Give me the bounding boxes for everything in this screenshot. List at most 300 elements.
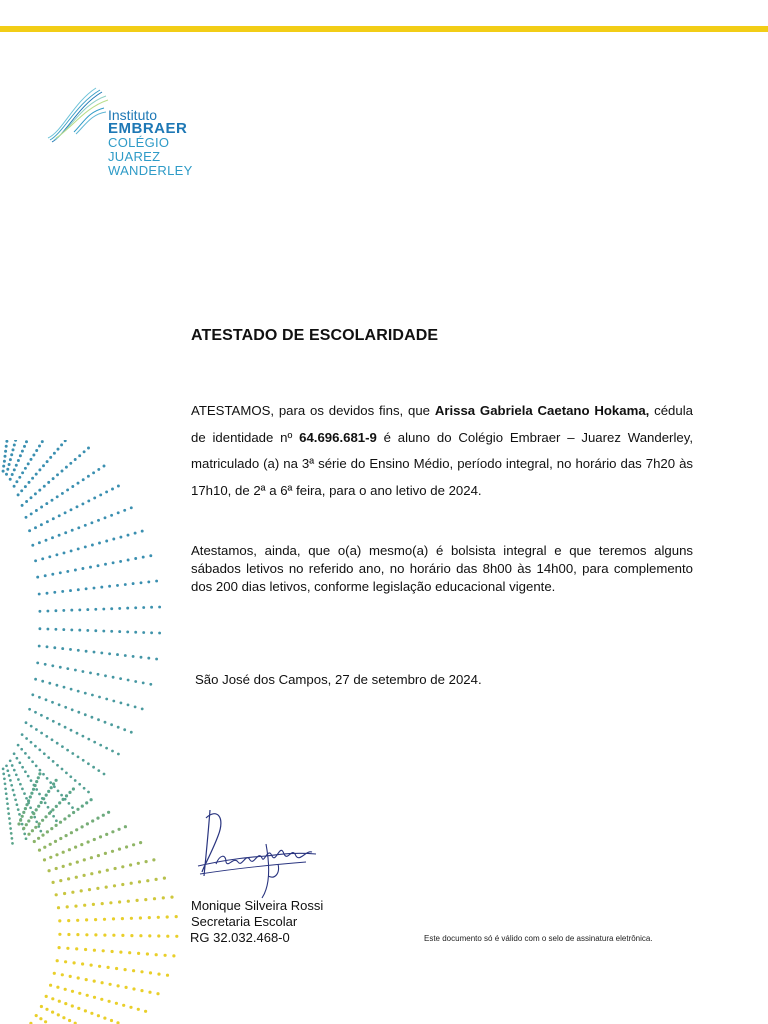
pattern-dot [8, 774, 11, 777]
pattern-dot [148, 916, 151, 919]
pattern-dot [113, 884, 116, 887]
pattern-dot [4, 782, 7, 785]
pattern-dot [121, 865, 124, 868]
pattern-dot [81, 502, 84, 505]
pattern-dot [119, 560, 122, 563]
pattern-dot [105, 747, 108, 750]
pattern-dot [47, 481, 50, 484]
pattern-dot [108, 652, 111, 655]
pattern-dot [94, 608, 97, 611]
pattern-dot [55, 805, 58, 808]
pattern-dot [81, 962, 84, 965]
pattern-dot [112, 934, 115, 937]
pattern-dot [139, 934, 142, 937]
pattern-dot [91, 819, 94, 822]
pattern-dot [76, 919, 79, 922]
pattern-dot [2, 470, 5, 473]
pattern-dot [46, 592, 49, 595]
p1-intro: ATESTAMOS, para os devidos fins, que [191, 403, 435, 418]
pattern-dot [84, 713, 87, 716]
pattern-dot [120, 702, 123, 705]
pattern-dot [35, 473, 38, 476]
pattern-dot [14, 798, 17, 801]
pattern-dot [41, 440, 44, 443]
pattern-dot [93, 587, 96, 590]
pattern-dot [9, 822, 12, 825]
pattern-dot [88, 888, 91, 891]
pattern-dot [17, 808, 20, 811]
pattern-dot [6, 468, 9, 471]
pattern-dot [25, 516, 28, 519]
pattern-dot [149, 971, 152, 974]
pattern-dot [51, 573, 54, 576]
pattern-dot [98, 542, 101, 545]
pattern-dot [24, 807, 27, 810]
pattern-dot [68, 802, 71, 805]
pattern-dot [11, 473, 14, 476]
pattern-dot [137, 952, 140, 955]
pattern-dot [127, 559, 130, 562]
pattern-dot [56, 986, 59, 989]
pattern-dot [103, 934, 106, 937]
pattern-dot [83, 904, 86, 907]
pattern-dot [30, 792, 33, 795]
pattern-dot [97, 519, 100, 522]
pattern-dot [46, 460, 49, 463]
pattern-dot [76, 933, 79, 936]
pattern-dot [53, 591, 56, 594]
pattern-dot [68, 1019, 71, 1022]
pattern-dot [13, 752, 16, 755]
signer-block [191, 898, 323, 946]
pattern-dot [22, 827, 25, 830]
pattern-dot [175, 935, 178, 938]
pattern-dot [53, 452, 56, 455]
pattern-dot [108, 585, 111, 588]
pattern-dot [97, 854, 100, 857]
pattern-dot [30, 458, 33, 461]
pattern-dot [59, 571, 62, 574]
pattern-dot [34, 745, 37, 748]
pattern-dot [130, 934, 133, 937]
pattern-dot [90, 521, 93, 524]
pattern-dot [56, 684, 59, 687]
pattern-dot [118, 607, 121, 610]
pattern-dot [23, 445, 26, 448]
pattern-dot [142, 606, 145, 609]
pattern-dot [43, 858, 46, 861]
pattern-dot [81, 805, 84, 808]
pattern-dot [38, 822, 41, 825]
pattern-dot [61, 647, 64, 650]
pattern-dot [61, 492, 64, 495]
pattern-dot [74, 458, 77, 461]
pattern-dot [72, 811, 75, 814]
pattern-dot [6, 802, 9, 805]
pattern-dot [91, 716, 94, 719]
pattern-dot [18, 476, 21, 479]
pattern-dot [52, 517, 55, 520]
pattern-dot [56, 764, 59, 767]
pattern-dot [104, 721, 107, 724]
pattern-dot [146, 879, 149, 882]
pattern-dot [45, 502, 48, 505]
pattern-dot [30, 741, 33, 744]
pattern-dot [35, 728, 38, 731]
pattern-dot [55, 819, 58, 822]
pattern-dot [90, 964, 93, 967]
pattern-dot [67, 877, 70, 880]
pattern-dot [124, 654, 127, 657]
pattern-dot [13, 794, 16, 797]
pattern-dot [119, 536, 122, 539]
pattern-dot [38, 610, 41, 613]
pattern-dot [130, 917, 133, 920]
pattern-dot [80, 843, 83, 846]
pattern-dot [24, 770, 27, 773]
pattern-dot [127, 534, 130, 537]
pattern-dot [56, 959, 59, 962]
pattern-dot [111, 488, 114, 491]
pattern-dot [35, 449, 38, 452]
pattern-dot [166, 935, 169, 938]
pattern-dot [70, 508, 73, 511]
pattern-dot [58, 919, 61, 922]
pattern-dot [125, 845, 128, 848]
pattern-dot [35, 788, 38, 791]
pattern-dot [55, 867, 58, 870]
pattern-dot [104, 563, 107, 566]
pattern-dot [110, 1019, 113, 1022]
pattern-dot [69, 648, 72, 651]
pattern-dot [73, 961, 76, 964]
pattern-dot [18, 813, 21, 816]
pattern-dot [142, 556, 145, 559]
pattern-dot [64, 960, 67, 963]
pattern-dot [70, 831, 73, 834]
pattern-dot [38, 645, 41, 648]
pattern-dot [104, 674, 107, 677]
pattern-dot [38, 696, 41, 699]
pattern-dot [12, 448, 15, 451]
pattern-dot [21, 788, 24, 791]
pattern-dot [58, 933, 61, 936]
pattern-dot [77, 588, 80, 591]
pattern-dot [90, 856, 93, 859]
pattern-dot [41, 680, 44, 683]
pattern-dot [67, 933, 70, 936]
pattern-dot [139, 841, 142, 844]
pattern-dot [30, 725, 33, 728]
pattern-dot [164, 954, 167, 957]
pattern-dot [90, 1012, 93, 1015]
pattern-dot [99, 835, 102, 838]
pattern-dot [91, 544, 94, 547]
pattern-dot [97, 673, 100, 676]
pattern-dot [43, 846, 46, 849]
pattern-dot [27, 819, 30, 822]
pattern-dot [81, 567, 84, 570]
pattern-dot [40, 506, 43, 509]
pattern-dot [77, 690, 80, 693]
pattern-dot [40, 714, 43, 717]
pattern-dot [76, 861, 79, 864]
pattern-dot [129, 863, 132, 866]
pattern-dot [134, 557, 137, 560]
pattern-dot [4, 455, 7, 458]
pattern-dot [17, 459, 20, 462]
pattern-dot [62, 628, 65, 631]
pattern-dot [61, 973, 64, 976]
pattern-dot [45, 995, 48, 998]
pattern-dot [64, 440, 67, 442]
pattern-dot [82, 759, 85, 762]
pattern-dot [118, 848, 121, 851]
pattern-dot [157, 916, 160, 919]
p1-details: é aluno do Colégio Embraer – Juarez Wanderley, matriculado (a) na 3ª série do Ensino Médio, período integral, no horário das 7h20 às 17h10, de 2ª a 6ª feira, para o ano letivo de 2024. [191, 429, 693, 498]
pattern-dot [51, 1011, 54, 1014]
pattern-dot [20, 489, 23, 492]
pattern-dot [102, 630, 105, 633]
logo-wanderley-text: WANDERLEY [108, 163, 193, 178]
pattern-dot [132, 843, 135, 846]
pattern-dot [42, 797, 45, 800]
pattern-dot [52, 477, 55, 480]
pattern-dot [62, 609, 65, 612]
pattern-dot [38, 793, 41, 796]
pattern-dot [68, 848, 71, 851]
pattern-dot [46, 777, 49, 780]
pattern-dot [49, 843, 52, 846]
pattern-dot [21, 733, 24, 736]
pattern-dot [53, 972, 56, 975]
pattern-dot [78, 992, 81, 995]
pattern-dot [107, 811, 110, 814]
pattern-dot [70, 628, 73, 631]
pattern-dot [43, 485, 46, 488]
pattern-dot [87, 447, 90, 450]
pattern-dot [112, 700, 115, 703]
pattern-dot [132, 582, 135, 585]
pattern-dot [92, 766, 95, 769]
pattern-dot [77, 526, 80, 529]
pattern-dot [51, 499, 54, 502]
pattern-dot [24, 467, 27, 470]
pattern-dot [125, 986, 128, 989]
pattern-dot [142, 631, 145, 634]
pattern-dot [146, 952, 149, 955]
pattern-dot [98, 965, 101, 968]
pattern-dot [31, 477, 34, 480]
pattern-dot [111, 830, 114, 833]
pattern-dot [9, 759, 12, 762]
pattern-dot [69, 589, 72, 592]
pattern-dot [25, 737, 28, 740]
pattern-dot [86, 608, 89, 611]
pattern-dot [44, 1020, 47, 1023]
pattern-dot [99, 744, 102, 747]
pattern-dot [111, 850, 114, 853]
pattern-dot [3, 777, 6, 780]
pattern-dot [132, 655, 135, 658]
pattern-dot [28, 529, 31, 532]
pattern-dot [15, 773, 18, 776]
pattern-dot [41, 557, 44, 560]
pattern-dot [59, 879, 62, 882]
pattern-dot [38, 541, 41, 544]
logo-embraer-text: EMBRAER [108, 120, 188, 137]
pattern-dot [67, 919, 70, 922]
pattern-dot [50, 827, 53, 830]
pattern-dot [7, 807, 10, 810]
pattern-dot [162, 896, 165, 899]
pattern-dot [139, 916, 142, 919]
pattern-dot [58, 703, 61, 706]
pattern-dot [35, 780, 38, 783]
pattern-dot [71, 990, 74, 993]
pattern-dot [71, 708, 74, 711]
document-date: São José dos Campos, 27 de setembro de 2024. [195, 672, 482, 687]
pattern-dot [137, 862, 140, 865]
pattern-dot [140, 970, 143, 973]
pattern-dot [61, 470, 64, 473]
pattern-dot [6, 797, 9, 800]
pattern-dot [155, 580, 158, 583]
pattern-dot [48, 682, 51, 685]
pattern-dot [78, 454, 81, 457]
pattern-dot [25, 721, 28, 724]
pattern-dot [117, 485, 120, 488]
pattern-dot [41, 834, 44, 837]
pattern-dot [30, 496, 33, 499]
pattern-dot [148, 991, 151, 994]
pattern-dot [61, 768, 64, 771]
pattern-dot [77, 976, 80, 979]
pattern-dot [78, 783, 81, 786]
pattern-dot [42, 773, 45, 776]
pattern-dot [55, 553, 58, 556]
pattern-dot [25, 440, 28, 443]
pattern-dot [83, 450, 86, 453]
pattern-dot [100, 998, 103, 1001]
pattern-dot [98, 870, 101, 873]
pattern-dot [172, 954, 175, 957]
pattern-dot [18, 761, 21, 764]
pattern-dot [144, 898, 147, 901]
pattern-dot [45, 794, 48, 797]
pattern-dot [21, 504, 24, 507]
pattern-dot [43, 752, 46, 755]
pattern-dot [44, 663, 47, 666]
pattern-dot [64, 706, 67, 709]
pattern-dot [64, 511, 67, 514]
pattern-dot [64, 726, 67, 729]
pattern-dot [2, 773, 5, 776]
pattern-dot [52, 720, 55, 723]
pattern-dot [114, 867, 117, 870]
pattern-dot [85, 801, 88, 804]
pattern-dot [45, 735, 48, 738]
pattern-dot [19, 819, 22, 822]
pattern-dot [21, 450, 24, 453]
pattern-dot [29, 795, 32, 798]
pattern-dot [116, 584, 119, 587]
pattern-dot [37, 776, 40, 779]
pattern-dot [27, 833, 30, 836]
pattern-dot [117, 511, 120, 514]
pattern-dot [91, 694, 94, 697]
pattern-dot [40, 801, 43, 804]
pattern-dot [71, 1004, 74, 1007]
pattern-dot [78, 629, 81, 632]
pattern-dot [150, 631, 153, 634]
pattern-dot [121, 934, 124, 937]
pattern-dot [52, 760, 55, 763]
pattern-dot [13, 485, 16, 488]
pattern-dot [22, 811, 25, 814]
pattern-dot [155, 658, 158, 661]
pattern-dot [93, 741, 96, 744]
pattern-dot [112, 561, 115, 564]
pattern-dot [140, 581, 143, 584]
pattern-dot [5, 440, 8, 443]
pattern-dot [89, 566, 92, 569]
pattern-dot [10, 453, 13, 456]
pattern-dot [65, 772, 68, 775]
pattern-dot [134, 532, 137, 535]
pattern-dot [77, 756, 80, 759]
pattern-dot [61, 590, 64, 593]
pattern-dot [31, 760, 34, 763]
pattern-dot [84, 545, 87, 548]
pattern-dot [134, 631, 137, 634]
pattern-dot [134, 706, 137, 709]
pattern-dot [170, 896, 173, 899]
pattern-dot [46, 830, 49, 833]
pattern-dot [105, 698, 108, 701]
pattern-dot [61, 745, 64, 748]
pattern-dot [83, 874, 86, 877]
pattern-dot [93, 496, 96, 499]
pattern-dot [66, 488, 69, 491]
pattern-dot [81, 825, 84, 828]
pattern-dot [70, 549, 73, 552]
pattern-dot [53, 646, 56, 649]
pattern-dot [105, 833, 108, 836]
pattern-dot [45, 1008, 48, 1011]
pattern-dot [13, 769, 16, 772]
pattern-dot [85, 587, 88, 590]
pattern-dot [134, 606, 137, 609]
signer-name: Monique Silveira Rossi [191, 898, 324, 913]
pattern-dot [28, 756, 31, 759]
pattern-dot [62, 851, 65, 854]
pattern-dot [44, 802, 47, 805]
pattern-dot [93, 651, 96, 654]
pattern-dot [5, 473, 8, 476]
pattern-dot [78, 608, 81, 611]
pattern-dot [65, 466, 68, 469]
pattern-dot [126, 607, 129, 610]
pattern-dot [56, 742, 59, 745]
pattern-dot [76, 808, 79, 811]
pattern-dot [148, 934, 151, 937]
pattern-dot [141, 708, 144, 711]
pattern-dot [69, 462, 72, 465]
pattern-dot [32, 788, 35, 791]
pattern-dot [112, 676, 115, 679]
pattern-dot [56, 473, 59, 476]
